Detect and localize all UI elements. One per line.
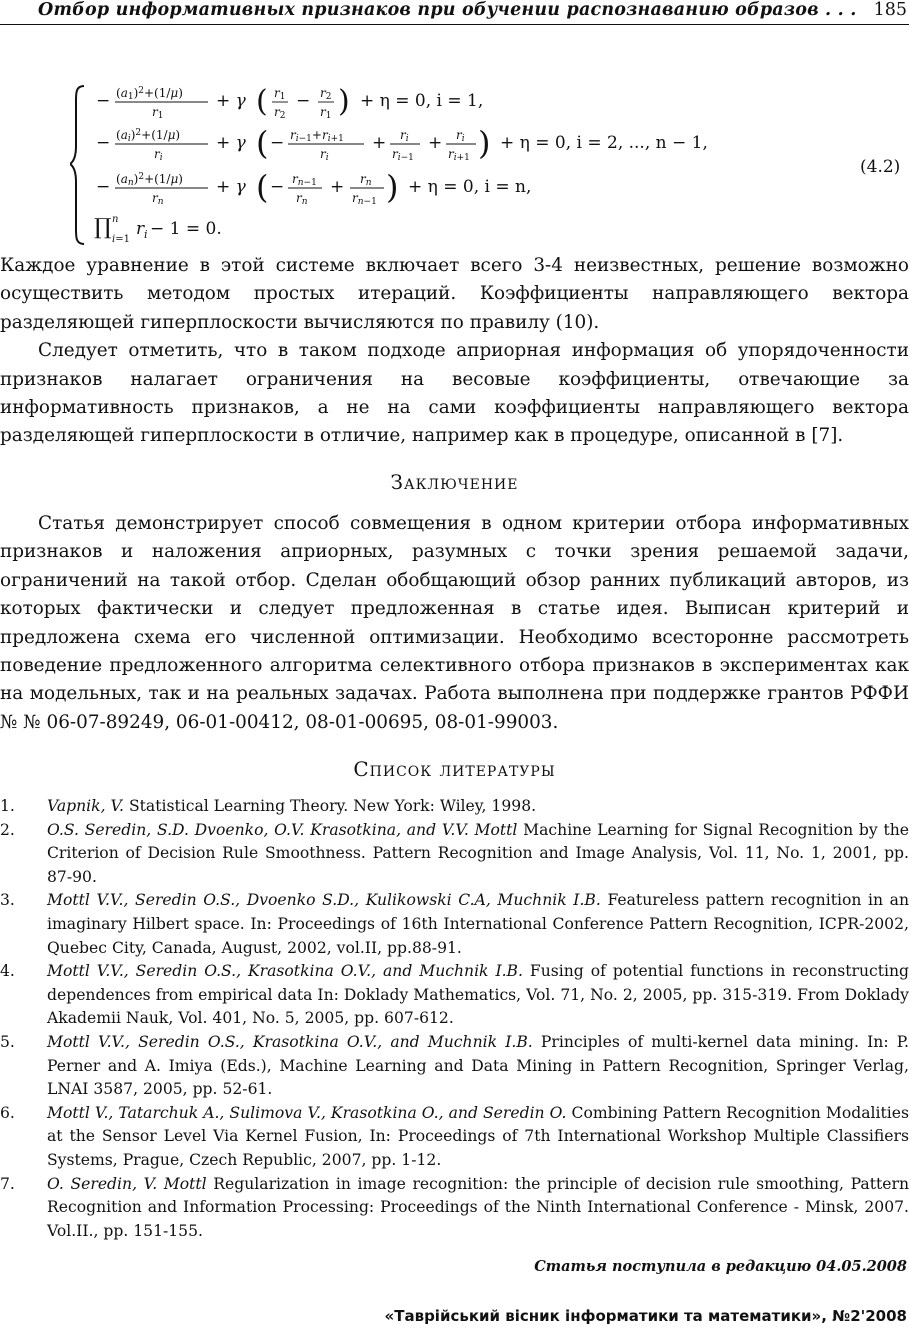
journal-footer: «Таврійський вісник інформатики та математики», №2'2008 bbox=[384, 1307, 907, 1325]
equation-line-2 bbox=[96, 124, 708, 163]
svg-text:r1: r1 bbox=[320, 105, 332, 121]
svg-text:(a1)2+(1/μ): $(a1)^2+(1/\mu)$ bbox=[116, 86, 183, 102]
equation-line-3 bbox=[96, 168, 531, 207]
svg-text:(an)2+(1/μ): (an)$^2$+(1/μ) bbox=[116, 172, 183, 188]
page-number: 185 bbox=[873, 0, 907, 20]
svg-text:i: i bbox=[144, 228, 148, 241]
equation-line-3-tail: + η = 0, i = n, bbox=[408, 177, 532, 197]
left-brace bbox=[70, 86, 84, 244]
svg-text:rn: rn bbox=[360, 172, 372, 188]
svg-text:): ) bbox=[338, 84, 350, 119]
svg-text:+: + bbox=[372, 133, 387, 153]
reference-item: 6. Mottl V., Tatarchuk A., Sulimova V., Krasotkina O., and Seredin O. Combining Pattern Recognition Modalities at the Sensor Level Via Kernel Fusion, In: Proceedings of 7th International Workshop Multiple Classifiers Systems, Prague, Czech Republic, 2007, pp. 1-12. bbox=[0, 1103, 909, 1169]
svg-text:rn−1: rn−1 bbox=[352, 191, 377, 207]
svg-text:ri−1+ri+1: ri−1+ri+1 bbox=[290, 128, 344, 144]
body-text bbox=[0, 252, 909, 451]
svg-text:+: + bbox=[428, 133, 443, 153]
svg-text:ri: ri bbox=[154, 147, 163, 163]
references-list bbox=[0, 795, 909, 1243]
svg-text:−: − bbox=[270, 133, 285, 153]
svg-text:ri+1: ri+1 bbox=[448, 147, 470, 163]
svg-text:ri: ri bbox=[400, 128, 409, 144]
reference-item: 3. Mottl V.V., Seredin O.S., Dvoenko S.D., Kulikowski C.A, Muchnik I.B. Featureless pattern recognition in an imaginary Hilbert space. In: Proceedings of 16th International Conference Pattern Recognition, ICPR-2002, Quebec City, Canada, August, 2002, vol.II, pp.88-91. bbox=[0, 891, 909, 957]
conclusion-text: Статья демонстрирует способ совмещения в одном критерии отбора информативных признаков и наложения априорных, разумных с точки зрения решаемой задачи, ограничений на такой отбор. Сделан обобщающий обзор ранних публикаций авторов, из которых фактически и следует предложенная в статье идея. Выписан критерий и предложена схема его численной оптимизации. Необходимо всесторонне рассмотреть поведение предложенного алгоритма селективного отбора признаков в экспериментах как на модельных, так и на реальных задачах. Работа выполнена при поддержке грантов РФФИ № № 06-07-89249, 06-01-00412, 08-01-00695, 08-01-99003. bbox=[0, 513, 909, 733]
svg-text:−: − bbox=[96, 177, 111, 197]
svg-text:rn: rn bbox=[152, 191, 164, 207]
svg-text:∏: ∏ bbox=[94, 215, 112, 240]
equation-line-1-tail: + η = 0, i = 1, bbox=[360, 91, 484, 111]
svg-text:+ γ: + γ bbox=[216, 91, 246, 111]
svg-text:+ γ: + γ bbox=[216, 133, 246, 153]
paragraph-1: Каждое уравнение в этой системе включает всего 3-4 неизвестных, решение возможно осуществить методом простых итераций. Коэффициенты направляющего вектора разделяющей гиперплоскости вычисляются по правилу (10). bbox=[0, 255, 909, 333]
svg-text:−: − bbox=[270, 177, 285, 197]
svg-text:): ) bbox=[478, 124, 491, 162]
svg-text:+ γ: + γ bbox=[216, 177, 246, 197]
svg-text:(ai)2+(1/μ): (ai)$^2$+(1/μ) bbox=[116, 128, 181, 144]
svg-text:r1: r1 bbox=[274, 86, 286, 102]
equation-line-1 bbox=[96, 84, 483, 121]
equation-line-2-tail: + η = 0, i = 2, ..., n − 1, bbox=[500, 133, 708, 153]
received-note: Статья поступила в редакцию 04.05.2008 bbox=[534, 1258, 907, 1275]
svg-text:(: ( bbox=[256, 84, 268, 119]
svg-text:i=1: i=1 bbox=[112, 234, 130, 245]
svg-text:rn: rn bbox=[296, 191, 308, 207]
svg-text:(: ( bbox=[256, 124, 269, 162]
svg-text:−: − bbox=[96, 133, 111, 153]
svg-text:): ) bbox=[386, 168, 399, 206]
svg-text:(: ( bbox=[256, 168, 269, 206]
equation-line-4-var: r bbox=[136, 219, 145, 239]
svg-text:n: n bbox=[112, 214, 119, 225]
equation-line-4-end: − 1 = 0. bbox=[150, 219, 222, 239]
paragraph-2: Следует отметить, что в таком подходе априорная информация об упорядоченности признаков налагает ограничения на весовые коэффициенты, отвечающие за информативность признаков, а не на сами коэффициенты направляющего вектора разделяющей гиперплоскости в отличие, например как в процедуре, описанной в [7]. bbox=[0, 340, 909, 447]
conclusion-section bbox=[0, 510, 909, 737]
equation-number: (4.2) bbox=[860, 157, 901, 177]
equation-line-4 bbox=[94, 214, 222, 245]
svg-text:r2: r2 bbox=[274, 105, 286, 121]
running-title: Отбор информативных признаков при обучении распознаванию образов . . . bbox=[38, 0, 857, 20]
equation-system bbox=[70, 84, 909, 246]
svg-text:ri−1: ri−1 bbox=[392, 147, 414, 163]
references-heading: Список литературы bbox=[353, 757, 556, 781]
reference-item: 7. O. Seredin, V. Mottl Regularization in image recognition: the principle of decision rule smoothing, Pattern Recognition and Information Processing: Proceedings of the Ninth International Conference - Minsk, 2007. Vol.II., pp. 151-155. bbox=[0, 1174, 909, 1240]
svg-text:+: + bbox=[330, 177, 345, 197]
reference-item: 1. Vapnik, V. Statistical Learning Theory. New York: Wiley, 1998. bbox=[0, 797, 537, 815]
reference-item: 5. Mottl V.V., Seredin O.S., Krasotkina O.V., and Muchnik I.B. Principles of multi-kernel data mining. In: P. Perner and A. Imiya (Eds.), Machine Learning and Data Mining in Pattern Recognition, Springer Verlag, LNAI 3587, 2005, pp. 52-61. bbox=[0, 1032, 909, 1099]
running-header bbox=[0, 0, 909, 26]
svg-text:r2: r2 bbox=[320, 86, 332, 102]
svg-text:ri: ri bbox=[456, 128, 465, 144]
svg-text:−: − bbox=[296, 91, 311, 111]
svg-text:r1: r1 bbox=[152, 105, 164, 121]
conclusion-heading: Заключение bbox=[390, 470, 519, 494]
svg-text:ri: ri bbox=[320, 147, 329, 163]
equation-svg bbox=[70, 84, 909, 246]
reference-item: 4. Mottl V.V., Seredin O.S., Krasotkina O.V., and Muchnik I.B. Fusing of potential functions in reconstructing dependences from empirical data In: Doklady Mathematics, Vol. 71, No. 2, 2005, pp. 315-319. From Doklady Akademii Nauk, Vol. 401, No. 5, 2005, pp. 607-612. bbox=[0, 962, 909, 1028]
reference-item: 2. O.S. Seredin, S.D. Dvoenko, O.V. Krasotkina, and V.V. Mottl Machine Learning for Signal Recognition by the Criterion of Decision Rule Smoothness. Pattern Recognition and Image Analysis, Vol. 11, No. 1, 2001, pp. 87-90. bbox=[0, 820, 909, 886]
svg-text:rn−1: rn−1 bbox=[292, 172, 317, 188]
header-rule bbox=[0, 24, 909, 25]
svg-text:−: − bbox=[96, 91, 111, 111]
